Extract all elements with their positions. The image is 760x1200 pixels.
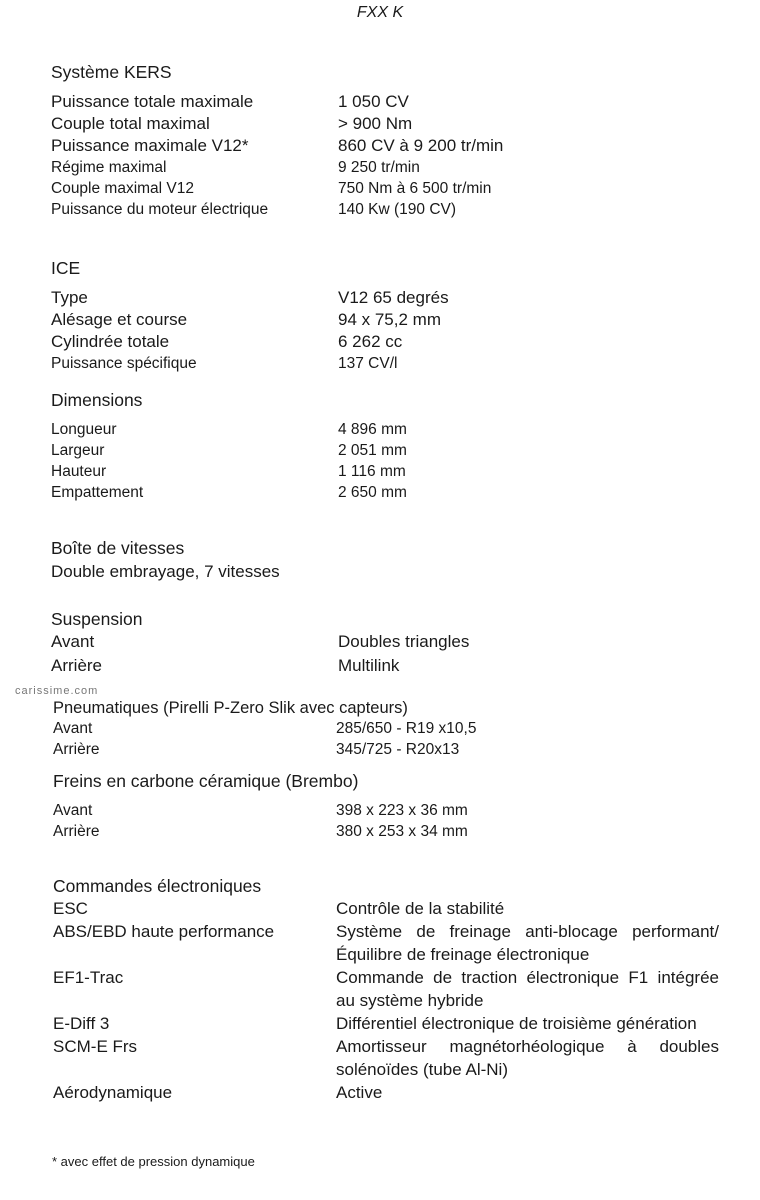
spec-row <box>53 1035 719 1081</box>
section-heading: Commandes électroniques <box>53 876 262 896</box>
spec-label: Longueur <box>51 421 117 438</box>
spec-label: E-Diff 3 <box>53 1014 110 1033</box>
spec-label: Puissance totale maximale <box>51 92 254 111</box>
spec-row <box>51 419 721 440</box>
spec-label: ESC <box>53 899 88 918</box>
section-heading: Boîte de vitesses <box>51 538 185 558</box>
section-dimensions <box>51 390 721 503</box>
spec-label: Avant <box>51 632 95 651</box>
section-heading: Pneumatiques (Pirelli P-Zero Slik avec capteurs) <box>53 699 408 717</box>
spec-value: 6 262 cc <box>338 332 403 351</box>
section-heading: Système KERS <box>51 62 172 82</box>
spec-label: Puissance maximale V12* <box>51 136 249 155</box>
spec-value: Système de freinage anti-blocage performant/Équilibre de freinage électronique <box>336 922 719 964</box>
section-ice <box>51 258 721 374</box>
section-heading: Dimensions <box>51 390 143 410</box>
spec-row <box>53 897 719 920</box>
section-heading: ICE <box>51 258 81 278</box>
spec-label: Arrière <box>53 823 100 840</box>
spec-row <box>51 91 721 113</box>
spec-label: Alésage et course <box>51 310 188 329</box>
section-tyres <box>53 699 723 760</box>
spec-label: Type <box>51 288 88 307</box>
section-heading: Freins en carbone céramique (Brembo) <box>53 771 359 791</box>
spec-label: SCM-E Frs <box>53 1037 138 1056</box>
spec-label: Arrière <box>53 741 100 758</box>
spec-value: Contrôle de la stabilité <box>336 899 505 918</box>
spec-value: 398 x 223 x 36 mm <box>336 802 468 819</box>
spec-value: Amortisseur magnétorhéologique à doubles solénoïdes (tube Al-Ni) <box>336 1037 719 1079</box>
spec-row <box>51 331 721 353</box>
section-gearbox <box>51 538 721 583</box>
spec-row <box>51 630 721 654</box>
spec-value: 94 x 75,2 mm <box>338 310 441 329</box>
spec-label: Cylindrée totale <box>51 332 170 351</box>
spec-label: EF1-Trac <box>53 968 124 987</box>
spec-row <box>51 309 721 331</box>
spec-label: Régime maximal <box>51 159 167 176</box>
spec-row <box>51 654 721 678</box>
spec-row <box>53 966 719 1012</box>
spec-row <box>51 199 721 220</box>
spec-row <box>51 178 721 199</box>
spec-label: Puissance du moteur électrique <box>51 201 269 218</box>
section-brakes <box>53 771 723 842</box>
spec-row <box>51 353 721 374</box>
spec-row <box>51 461 721 482</box>
spec-value: 285/650 - R19 x10,5 <box>336 720 477 737</box>
spec-row <box>51 287 721 309</box>
spec-row <box>53 920 719 966</box>
spec-row <box>51 440 721 461</box>
spec-row <box>51 157 721 178</box>
gearbox-text: Double embrayage, 7 vitesses <box>51 562 280 581</box>
spec-value: 1 116 mm <box>338 463 406 480</box>
spec-label: ABS/EBD haute performance <box>53 922 275 941</box>
spec-label: Arrière <box>51 656 103 675</box>
spec-value: 380 x 253 x 34 mm <box>336 823 468 840</box>
spec-label: Puissance spécifique <box>51 355 197 372</box>
spec-value: V12 65 degrés <box>338 288 449 307</box>
spec-value: 137 CV/l <box>338 355 398 372</box>
spec-value: 140 Kw (190 CV) <box>338 201 457 218</box>
spec-label: Aérodynamique <box>53 1083 173 1102</box>
spec-label: Avant <box>53 802 93 819</box>
spec-label: Hauteur <box>51 463 107 480</box>
footnote: * avec effet de pression dynamique <box>52 1154 255 1169</box>
spec-row <box>51 482 721 503</box>
spec-value: 2 650 mm <box>338 484 407 501</box>
spec-value: Doubles triangles <box>338 632 470 651</box>
spec-row <box>53 739 723 760</box>
spec-value: Commande de traction électronique F1 intégrée au système hybride <box>336 968 719 1010</box>
spec-value: 860 CV à 9 200 tr/min <box>338 136 504 155</box>
section-suspension <box>51 609 721 678</box>
section-kers <box>51 62 721 220</box>
spec-value: 750 Nm à 6 500 tr/min <box>338 180 492 197</box>
section-electronic-controls <box>53 876 719 1104</box>
spec-label: Couple maximal V12 <box>51 180 195 197</box>
spec-value: 2 051 mm <box>338 442 407 459</box>
spec-value: Multilink <box>338 656 400 675</box>
spec-label: Avant <box>53 720 93 737</box>
spec-label: Couple total maximal <box>51 114 210 133</box>
spec-value: > 900 Nm <box>338 114 413 133</box>
spec-value: Active <box>336 1083 383 1102</box>
spec-label: Empattement <box>51 484 144 501</box>
spec-row <box>53 1012 719 1035</box>
spec-row <box>53 821 723 842</box>
section-heading: Suspension <box>51 609 143 629</box>
spec-value: Différentiel électronique de troisième génération <box>336 1014 697 1033</box>
spec-value: 9 250 tr/min <box>338 159 420 176</box>
spec-value: 1 050 CV <box>338 92 409 111</box>
watermark: carissime.com <box>15 685 99 697</box>
spec-value: 4 896 mm <box>338 421 407 438</box>
spec-label: Largeur <box>51 442 105 459</box>
spec-row <box>53 718 723 739</box>
spec-value: 345/725 - R20x13 <box>336 741 460 758</box>
spec-row <box>53 1081 719 1104</box>
spec-row <box>53 800 723 821</box>
spec-row <box>51 113 721 135</box>
spec-row <box>51 135 721 157</box>
document-title: FXX K <box>356 4 404 21</box>
